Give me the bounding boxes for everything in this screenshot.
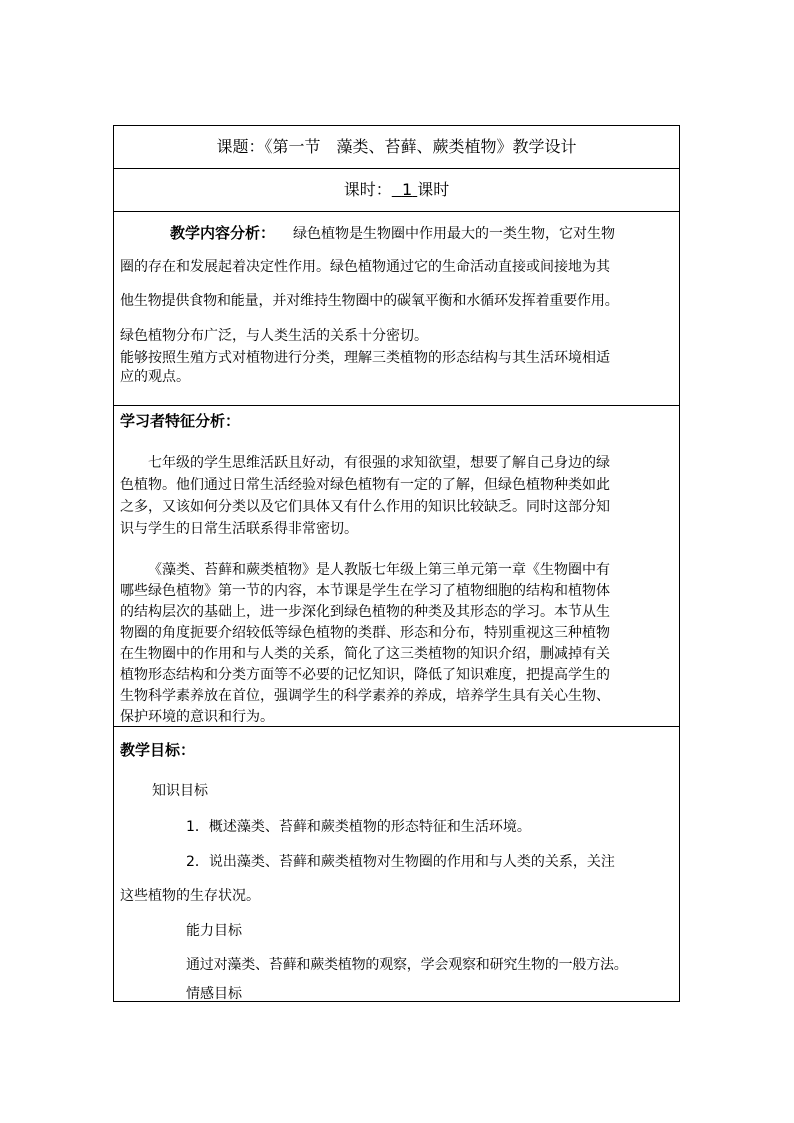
learner-p1-line2: 色植物。他们通过日常生活经验对绿色植物有一定的了解，但绿色植物种类如此 <box>120 477 610 493</box>
title-row <box>114 126 679 169</box>
learner-p1-line3: 之多，又该如何分类以及它们具体又有什么作用的知识比较缺乏。同时这部分知 <box>120 499 610 515</box>
learner-p1-line1: 七年级的学生思维活跃且好动，有很强的求知欲望，想要了解自己身边的绿 <box>148 455 610 471</box>
content-analysis-heading: 教学内容分析： <box>170 224 276 242</box>
ability-objective-label: 能力目标 <box>186 923 242 939</box>
lesson-plan-table <box>113 125 680 1002</box>
learner-p1-line4: 识与学生的日常生活联系得非常密切。 <box>120 521 358 537</box>
learner-p2-line5: 在生物圈中的作用和与人类的关系，简化了这三类植物的知识介绍，删减掉有关 <box>120 646 610 662</box>
knowledge-objective-label: 知识目标 <box>152 783 208 799</box>
learner-p2-line6: 植物形态结构和分类方面等不必要的记忆知识，降低了知识难度，把提高学生的 <box>120 667 610 683</box>
emotion-objective-label: 情感目标 <box>186 986 242 1002</box>
content-analysis-line6: 应的观点。 <box>120 369 190 385</box>
period-value: 1 <box>401 180 413 199</box>
objectives-heading: 教学目标： <box>120 741 196 759</box>
period-unit: 课时 <box>417 180 450 199</box>
learner-p2-line1: 《藻类、苔藓和蕨类植物》是人教版七年级上第三单元第一章《生物圈中有 <box>148 562 610 578</box>
page-title: 课题：《第一节 藻类、苔藓、蕨类植物》教学设计 <box>216 137 577 156</box>
content-analysis-line4: 绿色植物分布广泛，与人类生活的关系十分密切。 <box>120 328 428 344</box>
learner-analysis-heading: 学习者特征分析： <box>120 412 241 430</box>
learner-p2-line7: 生物科学素养放在首位，强调学生的科学素养的养成，培养学生具有关心生物、 <box>120 688 610 704</box>
knowledge-objective-2-line2: 这些植物的生存状况。 <box>120 888 260 904</box>
learner-p2-line8: 保护环境的意识和行为。 <box>120 709 274 725</box>
content-analysis-line2: 圈的存在和发展起着决定性作用。绿色植物通过它的生命活动直接或间接地为其 <box>120 259 610 275</box>
ability-objective-text: 通过对藻类、苔藓和蕨类植物的观察，学会观察和研究生物的一般方法。 <box>186 957 628 973</box>
content-analysis-section <box>114 212 679 406</box>
learner-p2-line2: 哪些绿色植物》第一节的内容，本节课是学生在学习了植物细胞的结构和植物体 <box>120 583 610 599</box>
learner-p2-line3: 的结构层次的基础上，进一步深化到绿色植物的种类及其形态的学习。本节从生 <box>120 604 610 620</box>
knowledge-objective-1: 1．概述藻类、苔藓和蕨类植物的形态特征和生活环境。 <box>186 819 531 835</box>
period-label: 课时： <box>343 180 392 199</box>
learner-analysis-section <box>114 406 679 727</box>
content-analysis-line3: 他生物提供食物和能量，并对维持生物圈中的碳氧平衡和水循环发挥着重要作用。 <box>120 293 619 309</box>
content-analysis-line5: 能够按照生殖方式对植物进行分类，理解三类植物的形态结构与其生活环境相适 <box>120 350 610 366</box>
learner-p2-line4: 物圈的角度扼要介绍较低等绿色植物的类群、形态和分布，特别重视这三种植物 <box>120 625 610 641</box>
objectives-section <box>114 727 679 1003</box>
knowledge-objective-2-line1: 2．说出藻类、苔藓和蕨类植物对生物圈的作用和与人类的关系，关注 <box>186 854 615 870</box>
content-analysis-line1: 绿色植物是生物圈中作用最大的一类生物，它对生物 <box>293 226 616 242</box>
period-row <box>114 169 679 212</box>
